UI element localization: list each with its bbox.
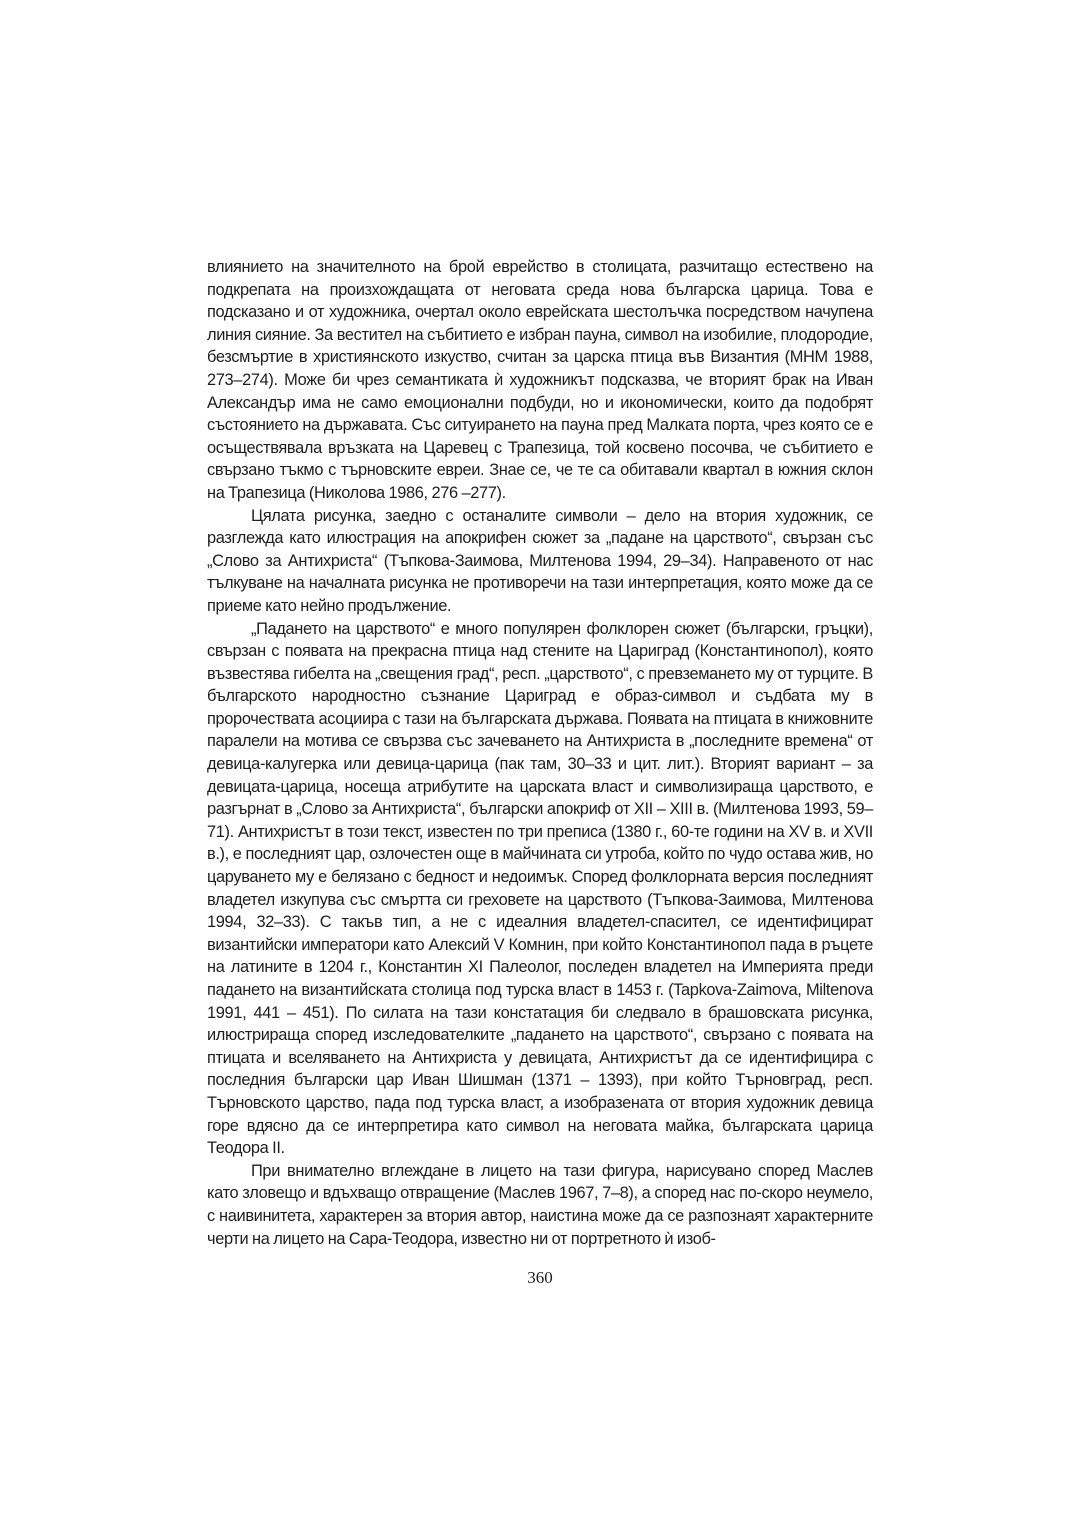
page-number: 360: [527, 1268, 553, 1287]
body-text: [207, 256, 873, 1250]
paragraph-4: При внимателно вглеждане в лицето на тази фигура, нарисувано според Маслев като зловещо и вдъхващо отвращение (Маслев 1967, 7–8), а според нас по-скоро неумело, с наивинитета, характерен за втория автор, наистина може да се разпознаят характерните черти на лицето на Сара-Теодора, известно ни от портретното ѝ изоб-: [207, 1161, 873, 1248]
paragraph-1: влиянието на значителното на брой еврейство в столицата, разчитащо естествено на подкрепата на произхождащата от неговата среда нова българска царица. Това е подсказано и от художника, очертал около еврейската шестолъчка посредством начупена линия сияние. За вестител на събитието е избран пауна, символ на изобилие, плодородие, безсмъртие в християнското изкуство, считан за царска птица във Византия (МНМ 1988, 273–274). Може би чрез семантиката ѝ художникът подсказва, че вторият брак на Иван Александър има не само емоционални подбуди, но и икономически, които да подобрят състоянието на държавата. Със ситуирането на пауна пред Малката порта, чрез която се е осъществявала връзката на Царевец с Трапезица, той косвено посочва, че събитието е свързано тъкмо с търновските евреи. Знае се, че те са обитавали квартал в южния склон на Трапезица (Николова 1986, 276 –277).: [207, 258, 873, 502]
paragraph-2: Цялата рисунка, заедно с останалите символи – дело на втория художник, се разглежда като илюстрация на апокрифен сюжет за „падане на царството“, свързан със „Слово за Антихриста“ (Тъпкова-Заимова, Милтенова 1994, 29–34). Направеното от нас тълкуване на началната рисунка не противоречи на тази интерпретация, която може да се приеме като нейно продължение.: [207, 506, 873, 615]
paragraph-3: „Падането на царството“ е много популярен фолклорен сюжет (български, гръцки), свързан с появата на прекрасна птица над стените на Цариград (Константинопол), която възвестява гибелта на „свещения град“, респ. „царството“, с превземането му от турците. В българското народностно съзнание Цариград е образ-символ и съдбата му в пророчествата асоциира с тази на българската държава. Появата на птицата в книжовните паралели на мотива се свързва със зачеването на Антихриста в „последните времена“ от девица-калугерка или девица-царица (пак там, 30–33 и цит. лит.). Вторият вариант – за девицата-царица, носеща атрибутите на царската власт и символизираща царството, е разгърнат в „Слово за Антихриста“, български апокриф от XII – XIII в. (Милтенова 1993, 59–71). Антихристът в този текст, известен по три преписа (1380 г., 60-те години на XV в. и XVII в.), е последният цар, озлочестен още в майчината си утроба, който по чудо остава жив, но царуването му е белязано с бедност и недоимък. Според фолклорната версия последният владетел изкупува със смъртта си греховете на царството (Тъпкова-Заимова, Милтенова 1994, 32–33). С такъв тип, а не с идеалния владетел-спасител, се идентифицират византийски императори като Алексий V Комнин, при който Константинопол пада в ръцете на латините в 1204 г., Константин XI Палеолог, последен владетел на Империята преди падането на византийската столица под турска власт в 1453 г. (Tapkova-Zaimova, Miltenova 1991, 441 – 451). По силата на тази констатация би следвало в брашовската рисунка, илюстрираща според изследователките „падането на царството“, свързано с появата на птицата и вселяването на Антихриста у девицата, Антихристът да се идентифицира с последния български цар Иван Шишман (1371 – 1393), при който Търновград, респ. Търновското царство, пада под турска власт, а изобразената от втория художник девица горе вдясно да се интерпретира като символ на неговата майка, българската царица Теодора II.: [207, 619, 873, 1158]
